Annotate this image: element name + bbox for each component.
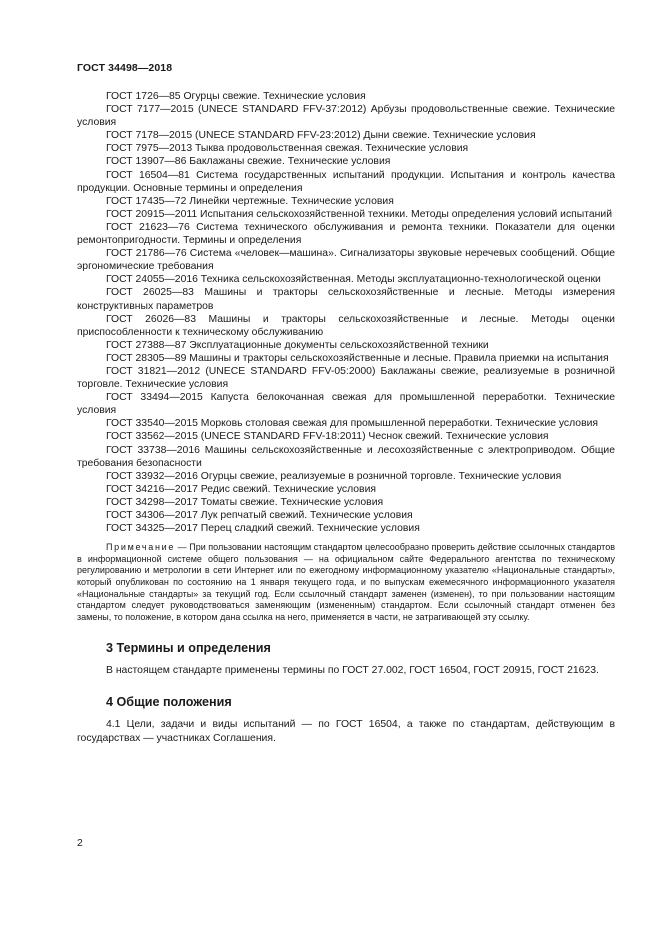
section-3-heading: 3 Термины и определения xyxy=(106,641,271,656)
reference-item: ГОСТ 28305—89 Машины и тракторы сельскохозяйственные и лесные. Правила приемки на испытания xyxy=(106,352,609,364)
reference-item: ГОСТ 34306—2017 Лук репчатый свежий. Технические условия xyxy=(106,510,413,521)
reference-item: ГОСТ 27388—87 Эксплуатационные документы сельскохозяйственной техники xyxy=(106,339,489,351)
page-content xyxy=(77,90,615,745)
reference-item: ГОСТ 7177—2015 (UNECE STANDARD FFV-37:2012) Арбузы продовольственные свежие. Технические условия xyxy=(77,104,615,129)
page-number: 2 xyxy=(77,838,83,849)
reference-item: ГОСТ 26026—83 Машины и тракторы сельскохозяйственные и лесные. Методы оценки приспособленности к техническому обслуживанию xyxy=(77,313,615,338)
reference-item: ГОСТ 33562—2015 (UNECE STANDARD FFV-18:2011) Чеснок свежий. Технические условия xyxy=(106,431,549,443)
reference-item: ГОСТ 21786—76 Система «человек—машина». Сигнализаторы звуковые неречевых сообщений. Общие эргономические требования xyxy=(77,248,615,273)
normative-references-list xyxy=(77,90,615,535)
reference-item: ГОСТ 33932—2016 Огурцы свежие, реализуемые в розничной торговле. Технические условия xyxy=(106,470,562,482)
note-text: — При пользовании настоящим стандартом целесообразно проверить действие ссылочных стандартов в информационной системе общего пользования — на официальном сайте Федерального агентства по техническому регулированию и метрологии в сети Интернет или по ежегодному информационному указателю «Национальные стандарты», который опубликован по состоянию на 1 января текущего года, и по выпускам ежемесячного информационного указателя «Национальные стандарты» за текущий год. Если ссылочный стандарт заменен (изменен), то при пользовании настоящим стандартом следует руководствоваться заменяющим (измененным) стандартом. Если ссылочный стандарт отменен без замены, то положение, в котором дана ссылка на него, применяется в части, не затрагивающей эту ссылку. xyxy=(77,542,615,622)
reference-item: ГОСТ 20915—2011 Испытания сельскохозяйственной техники. Методы определения условий испытаний xyxy=(106,208,613,220)
reference-item: ГОСТ 13907—86 Баклажаны свежие. Технические условия xyxy=(106,156,391,168)
reference-note xyxy=(77,542,615,623)
reference-item: ГОСТ 24055—2016 Техника сельскохозяйственная. Методы эксплуатационно-технологической оценки xyxy=(106,274,601,286)
section-3-text: В настоящем стандарте применены термины по ГОСТ 27.002, ГОСТ 16504, ГОСТ 20915, ГОСТ 21623. xyxy=(106,665,599,677)
reference-item: ГОСТ 34216—2017 Редис свежий. Технические условия xyxy=(106,483,377,495)
reference-item: ГОСТ 7178—2015 (UNECE STANDARD FFV-23:2012) Дыни свежие. Технические условия xyxy=(106,130,536,142)
reference-item: ГОСТ 1726—85 Огурцы свежие. Технические условия xyxy=(106,91,366,102)
reference-item: ГОСТ 26025—83 Машины и тракторы сельскохозяйственные и лесные. Методы измерения конструктивных параметров xyxy=(77,287,615,312)
section-4-heading: 4 Общие положения xyxy=(106,695,232,710)
reference-item: ГОСТ 33540—2015 Морковь столовая свежая для промышленной переработки. Технические условия xyxy=(106,418,599,430)
reference-item: ГОСТ 34325—2017 Перец сладкий свежий. Технические условия xyxy=(106,523,420,535)
reference-item: ГОСТ 17435—72 Линейки чертежные. Технические условия xyxy=(106,195,394,207)
reference-item: ГОСТ 7975—2013 Тыква продовольственная свежая. Технические условия xyxy=(106,143,469,155)
section-4-text: 4.1 Цели, задачи и виды испытаний — по ГОСТ 16504, а также по стандартам, действующим в государствах — участниках Соглашения. xyxy=(77,719,615,744)
reference-item: ГОСТ 21623—76 Система технического обслуживания и ремонта техники. Показатели для оценки ремонтопригодности. Термины и определения xyxy=(77,221,615,247)
reference-item: ГОСТ 33494—2015 Капуста белокочанная свежая для промышленной переработки. Технические условия xyxy=(77,392,615,417)
note-label: Примечание xyxy=(106,542,176,553)
document-header: ГОСТ 34498—2018 xyxy=(77,62,173,74)
reference-item: ГОСТ 16504—81 Система государственных испытаний продукции. Испытания и контроль качества продукции. Основные термины и определения xyxy=(77,169,615,194)
reference-item: ГОСТ 31821—2012 (UNECE STANDARD FFV-05:2000) Баклажаны свежие, реализуемые в розничной торговле. Технические условия xyxy=(77,365,615,391)
reference-item: ГОСТ 34298—2017 Томаты свежие. Технические условия xyxy=(106,496,384,508)
reference-item: ГОСТ 33738—2016 Машины сельскохозяйственные и лесохозяйственные с электроприводом. Общие требования безопасности xyxy=(77,444,615,469)
